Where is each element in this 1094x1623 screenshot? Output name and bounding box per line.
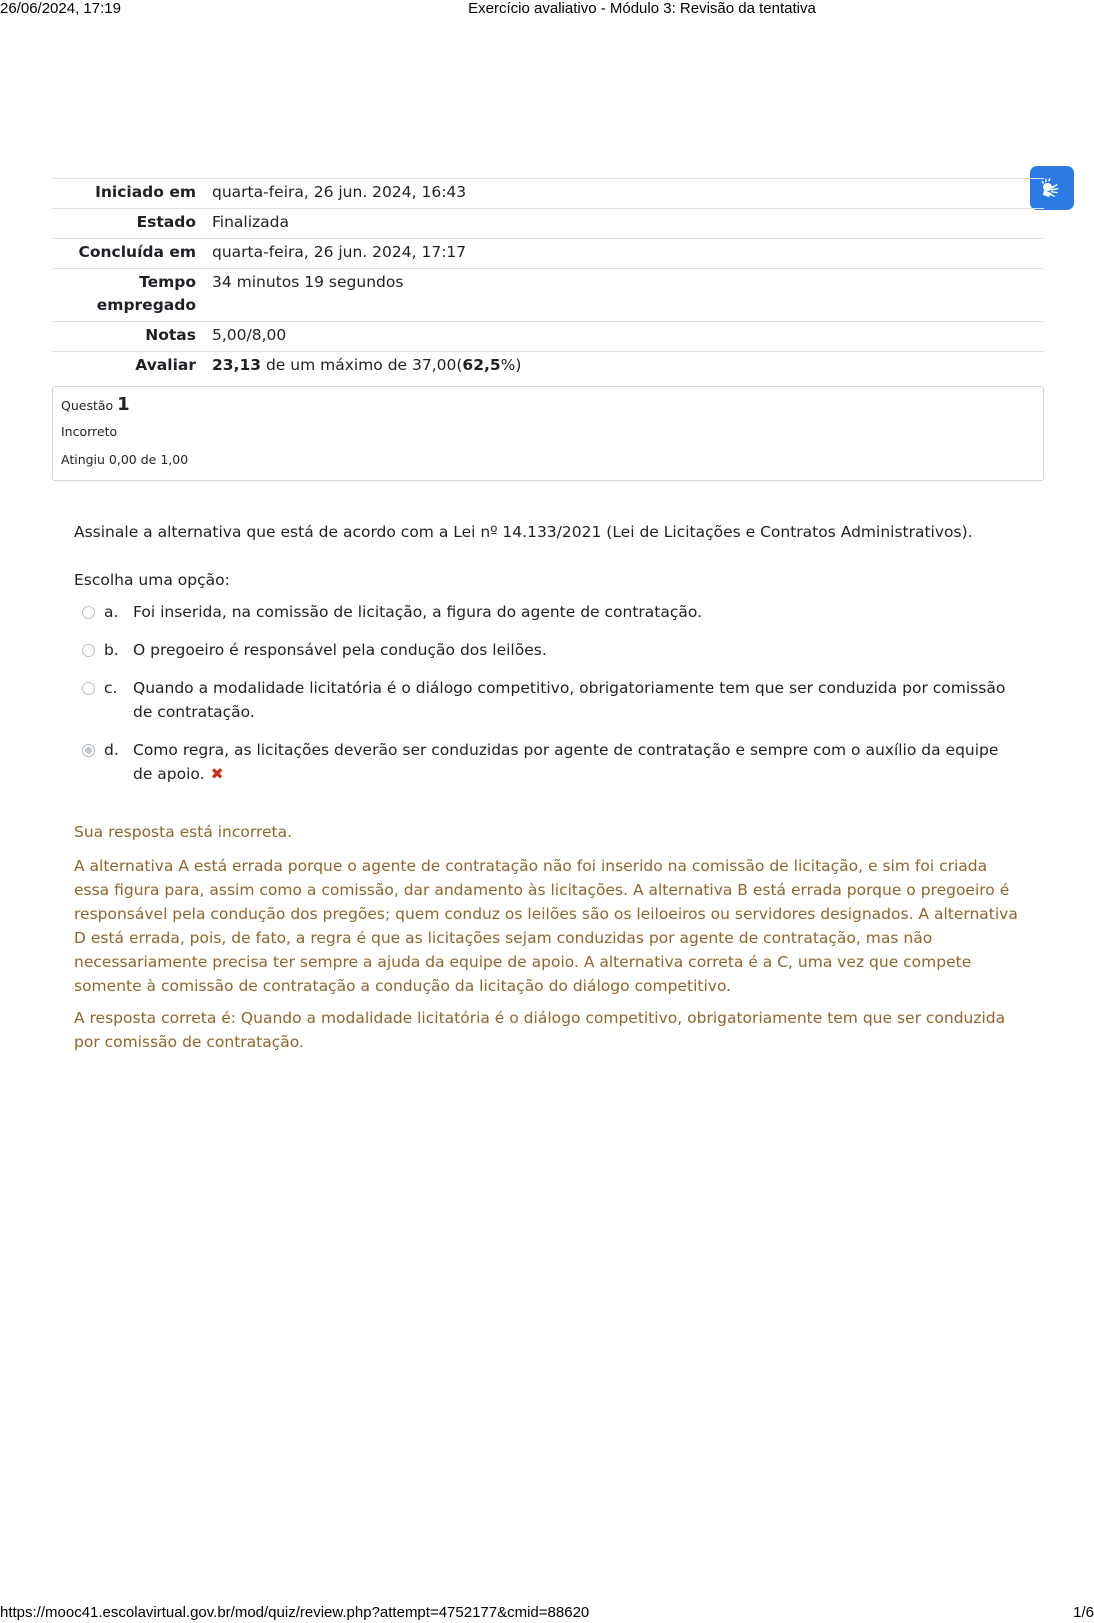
answer-prompt: Escolha uma opção: [74, 571, 230, 589]
radio-button[interactable] [82, 606, 95, 619]
print-url: https://mooc41.escolavirtual.gov.br/mod/quiz/review.php?attempt=4752177&cmid=88620 [0, 1604, 590, 1621]
option-text: Foi inserida, na comissão de licitação, a figura do agente de contratação. [133, 603, 703, 621]
option-text [133, 738, 1012, 786]
answer-option-d[interactable] [82, 738, 1012, 786]
print-datetime: 26/06/2024, 17:19 [0, 0, 121, 17]
answer-option-b[interactable] [82, 638, 1012, 662]
print-footer [0, 1604, 1094, 1622]
option-text: Quando a modalidade licitatória é o diálogo competitivo, obrigatoriamente tem que ser conduzida por comissão de contratação. [133, 679, 1006, 721]
summary-value: 5,00/8,00 [212, 326, 287, 344]
radio-button-selected[interactable] [82, 744, 95, 757]
radio-button[interactable] [82, 682, 95, 695]
summary-row-grade [52, 352, 1044, 382]
summary-row-time-taken [52, 269, 1044, 322]
question-number [61, 393, 1035, 418]
question-state: Incorreto [61, 424, 118, 439]
summary-label: Estado [136, 213, 196, 231]
grade-max-text: de um máximo de 37,00( [261, 356, 463, 374]
summary-label: Iniciado em [95, 183, 196, 201]
grade-percent-suffix: %) [500, 356, 522, 374]
summary-label: Notas [145, 326, 196, 344]
incorrect-x-icon: ✖ [210, 765, 224, 783]
question-info-box [52, 386, 1044, 481]
feedback-status: Sua resposta está incorreta. [74, 823, 293, 841]
summary-value: quarta-feira, 26 jun. 2024, 16:43 [212, 183, 467, 201]
summary-value: Finalizada [212, 213, 290, 231]
summary-label: Avaliar [135, 356, 196, 374]
grade-percent: 62,5 [462, 356, 501, 374]
summary-value: quarta-feira, 26 jun. 2024, 17:17 [212, 243, 467, 261]
grade-score: 23,13 [212, 356, 262, 374]
print-page-title: Exercício avaliativo - Módulo 3: Revisão da tentativa [468, 0, 816, 17]
right-answer: A resposta correta é: Quando a modalidade licitatória é o diálogo competitivo, obrigatoriamente tem que ser conduzida por comissão de contratação. [74, 1009, 1006, 1051]
attempt-summary-table [52, 178, 1044, 381]
summary-row-state [52, 209, 1044, 239]
summary-value [212, 352, 1044, 382]
option-text: O pregoeiro é responsável pela condução dos leilões. [133, 641, 547, 659]
summary-value: 34 minutos 19 segundos [212, 273, 404, 291]
summary-row-started [52, 179, 1044, 209]
question-number-value: 1 [117, 394, 130, 415]
radio-button[interactable] [82, 644, 95, 657]
question-mark: Atingiu 0,00 de 1,00 [61, 452, 189, 467]
answer-options [82, 600, 1012, 800]
option-letter: c. [104, 679, 118, 697]
answer-option-a[interactable] [82, 600, 1012, 624]
question-text: Assinale a alternativa que está de acordo com a Lei nº 14.133/2021 (Lei de Licitações e Contratos Administrativos). [74, 523, 973, 541]
option-letter: a. [104, 603, 119, 621]
answer-option-c[interactable] [82, 676, 1012, 724]
general-feedback: A alternativa A está errada porque o agente de contratação não foi inserido na comissão de licitação, e sim foi criada essa figura para, assim como a comissão, dar andamento às licitações. A alternativa B está errada porque o pregoeiro é responsável pela condução dos pregões; quem conduz os leilões são os leiloeiros ou servidores designados. A alternativa D está errada, pois, de fato, a regra é que as licitações sejam conduzidas por agente de contratação, mas não necessariamente precisa ter sempre a ajuda da equipe de apoio. A alternativa correta é a C, uma vez que compete somente à comissão de contratação a condução da licitação do diálogo competitivo. [74, 857, 1018, 995]
print-page-number: 1/6 [1073, 1604, 1094, 1621]
option-text-content: Como regra, as licitações deverão ser conduzidas por agente de contratação e sempre com o auxílio da equipe de apoio. [133, 741, 999, 783]
summary-row-completed [52, 239, 1044, 269]
question-prefix: Questão [61, 398, 114, 413]
summary-row-marks [52, 322, 1044, 352]
option-letter: b. [104, 641, 119, 659]
print-header [0, 0, 1094, 18]
summary-label: Tempo empregado [96, 273, 196, 314]
feedback-section [74, 820, 1020, 1062]
summary-label: Concluída em [78, 243, 196, 261]
option-letter: d. [104, 741, 119, 759]
